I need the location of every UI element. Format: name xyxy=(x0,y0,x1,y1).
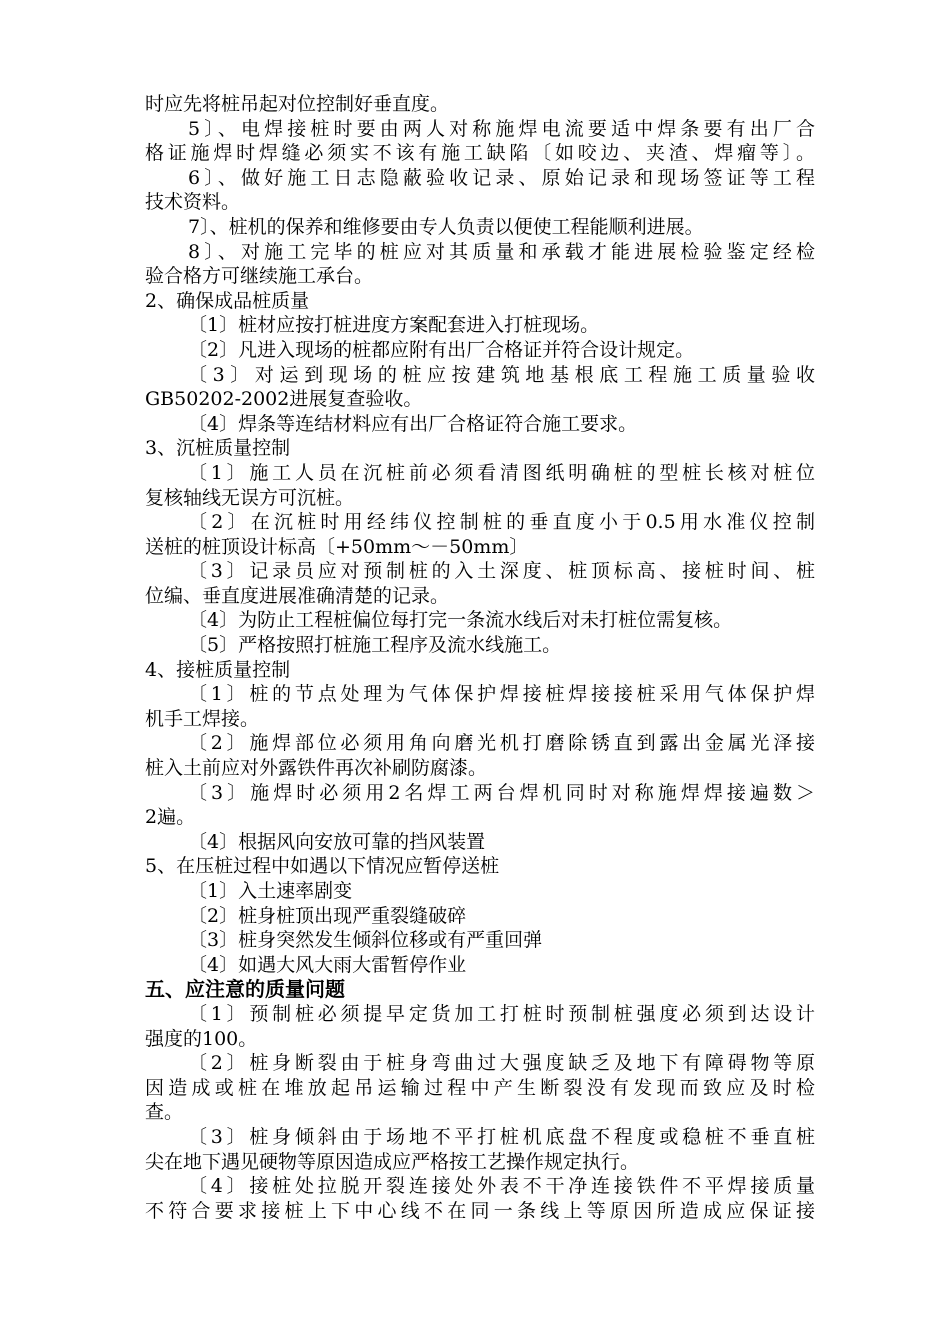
text-line: 〔2〕桩身断裂由于桩身弯曲过大强度缺乏及地下有障碍物等原 xyxy=(188,1052,815,1075)
text-line: 〔2〕桩身桩顶出现严重裂缝破碎 xyxy=(188,904,467,927)
section-heading: 2、确保成品桩质量 xyxy=(145,289,310,312)
text-line: 时应先将桩吊起对位控制好垂直度。 xyxy=(145,93,450,115)
text-line: 〔1〕桩的节点处理为气体保护焊接桩焊接接桩采用气体保护焊 xyxy=(188,683,815,706)
text-line: 〔3〕对运到现场的桩应按建筑地基根底工程施工质量验收 xyxy=(188,363,815,386)
text-line: 〔3〕施焊时必须用2名焊工两台焊机同时对称施焊焊接遍数＞ xyxy=(188,781,815,804)
text-line: 桩入土前应对外露铁件再次补刷防腐漆。 xyxy=(145,757,488,780)
text-line: 8〕、对施工完毕的桩应对其质量和承载才能进展检验鉴定经检 xyxy=(188,240,815,263)
text-line: 〔3〕桩身倾斜由于场地不平打桩机底盘不程度或稳桩不垂直桩 xyxy=(188,1125,815,1148)
text-line: 6〕、做好施工日志隐蔽验收记录、原始记录和现场签证等工程 xyxy=(188,166,815,189)
section-heading: 3、沉桩质量控制 xyxy=(145,437,291,460)
text-line: 格证施焊时焊缝必须实不该有施工缺陷〔如咬边、夹渣、焊瘤等〕。 xyxy=(145,142,815,165)
text-line: 尖在地下遇见硬物等原因造成应严格按工艺操作规定执行。 xyxy=(145,1150,640,1173)
text-line: 〔2〕在沉桩时用经纬仪控制桩的垂直度小于0.5用水准仪控制 xyxy=(188,511,815,534)
text-line: 技术资料。 xyxy=(145,191,241,214)
section-heading: 4、接桩质量控制 xyxy=(145,658,291,681)
text-line: 〔3〕记录员应对预制桩的入土深度、桩顶标高、接桩时间、桩 xyxy=(188,560,815,583)
text-line: 〔4〕根据风向安放可靠的挡风装置 xyxy=(188,830,486,853)
text-line: 〔1〕施工人员在沉桩前必须看清图纸明确桩的型桩长核对桩位 xyxy=(188,461,815,484)
text-line: 2遍。 xyxy=(145,806,196,829)
text-line: 机手工焊接。 xyxy=(145,707,260,730)
text-line: 因造成或桩在堆放起吊运输过程中产生断裂没有发现而致应及时检 xyxy=(145,1076,815,1099)
text-line: 〔3〕桩身突然发生倾斜位移或有严重回弹 xyxy=(188,929,543,952)
text-line: 〔1〕桩材应按打桩进度方案配套进入打桩现场。 xyxy=(188,314,600,337)
text-line: 5〕、电焊接桩时要由两人对称施焊电流要适中焊条要有出厂合 xyxy=(188,117,815,140)
text-line: 〔2〕凡进入现场的桩都应附有出厂合格证并符合设计规定。 xyxy=(188,338,695,361)
text-line: 强度的100。 xyxy=(145,1027,258,1050)
text-line: 位编、垂直度进展准确清楚的记录。 xyxy=(145,584,450,607)
text-line: 送桩的桩顶设计标高〔+50mm～－50mm〕 xyxy=(145,535,529,558)
text-line: 验合格方可继续施工承台。 xyxy=(145,265,374,288)
text-line: 复核轴线无误方可沉桩。 xyxy=(145,486,355,509)
section-heading: 5、在压桩过程中如遇以下情况应暂停送桩 xyxy=(145,855,500,878)
text-line: 〔4〕如遇大风大雨大雷暂停作业 xyxy=(188,953,467,976)
text-line: 〔1〕预制桩必须提早定货加工打桩时预制桩强度必须到达设计 xyxy=(188,1002,815,1025)
text-line: 〔4〕焊条等连结材料应有出厂合格证符合施工要求。 xyxy=(188,412,638,435)
text-line: 〔5〕严格按照打桩施工程序及流水线施工。 xyxy=(188,634,562,657)
text-line: 〔1〕入土速率剧变 xyxy=(188,880,353,902)
chapter-heading: 五、应注意的质量问题 xyxy=(145,977,345,1002)
text-line: 查。 xyxy=(145,1101,184,1124)
text-line: 〔4〕为防止工程桩偏位每打完一条流水线后对未打桩位需复核。 xyxy=(188,609,733,632)
text-line: 〔4〕接桩处拉脱开裂连接处外表不干净连接铁件不平焊接质量 xyxy=(188,1175,815,1198)
text-line: 〔2〕施焊部位必须用角向磨光机打磨除锈直到露出金属光泽接 xyxy=(188,732,815,755)
text-line: GB50202-2002进展复查验收。 xyxy=(145,388,423,411)
text-line: 7〕、桩机的保养和维修要由专人负责以便使工程能顺利进展。 xyxy=(188,215,704,238)
text-line: 不符合要求接桩上下中心线不在同一条线上等原因所造成应保证接 xyxy=(145,1199,815,1222)
document-body xyxy=(145,92,815,1223)
